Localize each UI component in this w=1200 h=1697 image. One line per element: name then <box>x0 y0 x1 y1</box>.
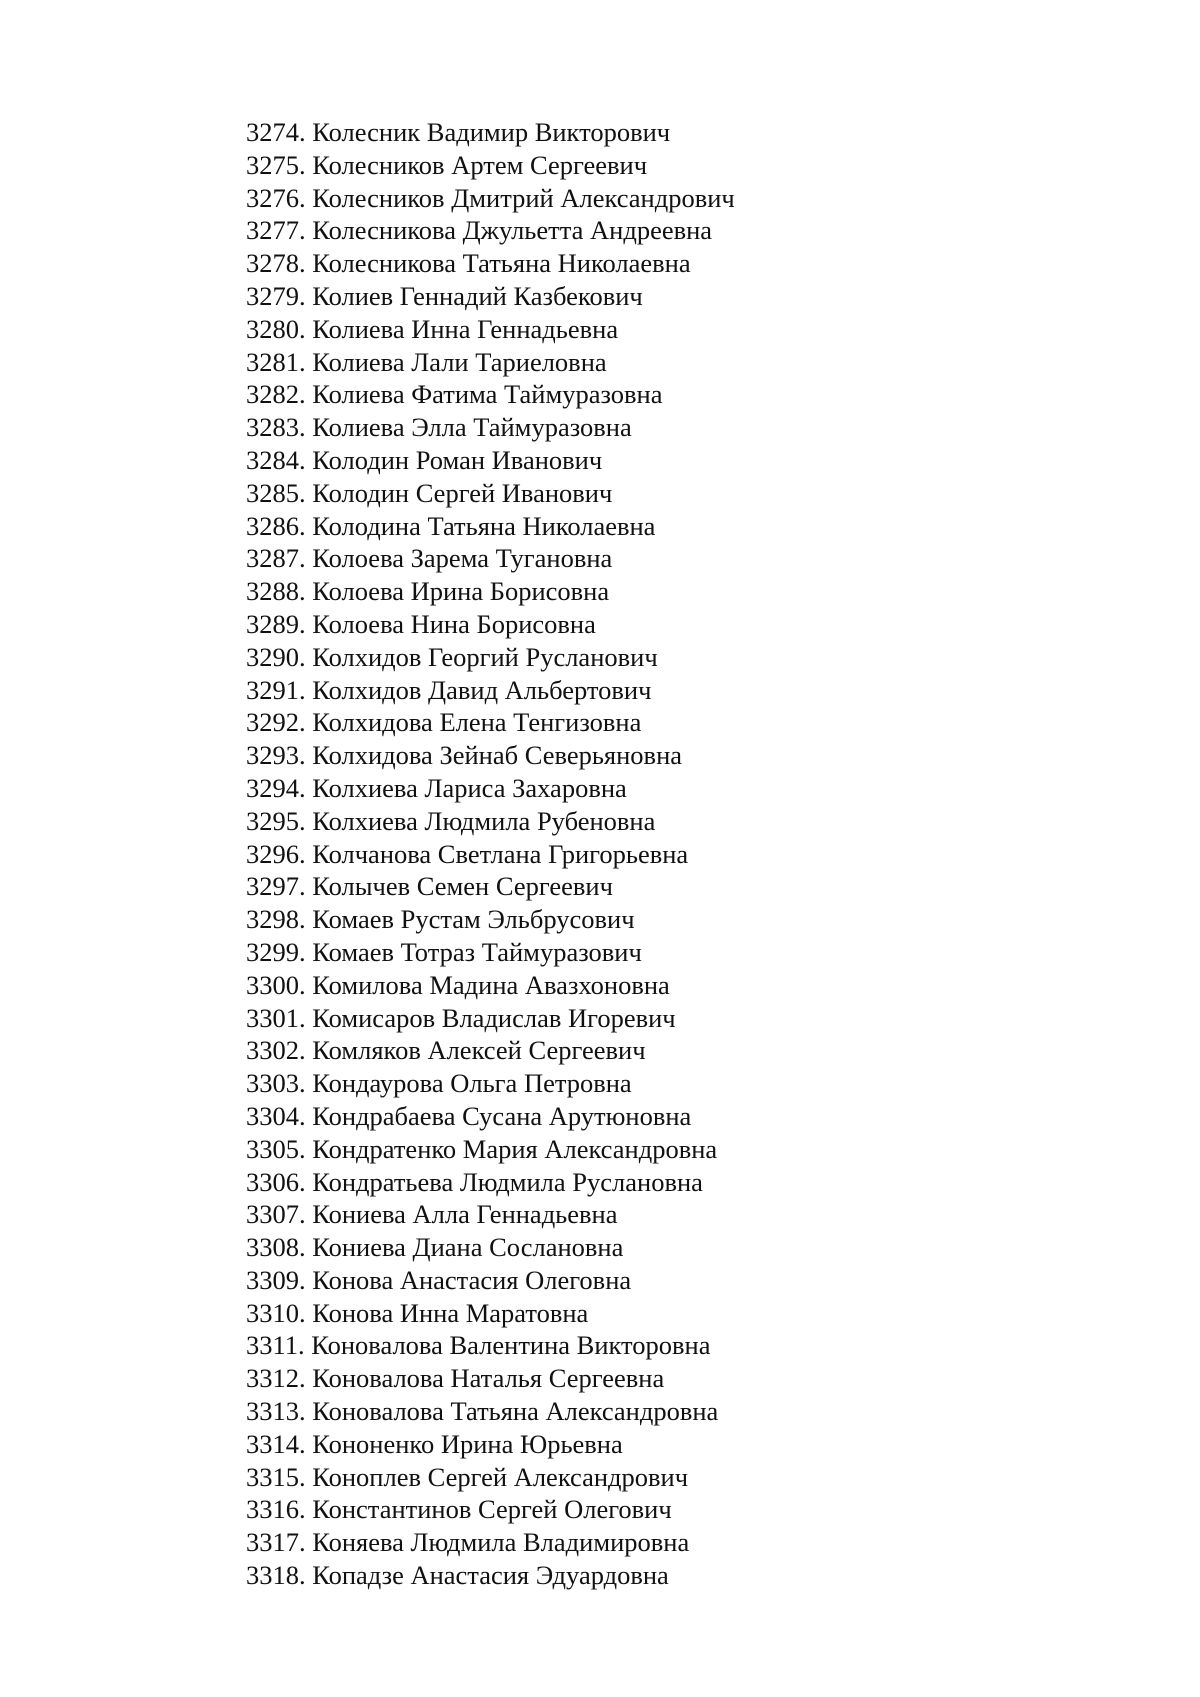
list-item: 3297. Колычев Семен Сергеевич <box>246 871 613 902</box>
list-item: 3307. Кониева Алла Геннадьевна <box>246 1199 618 1230</box>
list-item: 3296. Колчанова Светлана Григорьевна <box>246 838 689 869</box>
list-item: 3279. Колиев Геннадий Казбекович <box>246 280 643 311</box>
list-item: 3310. Конова Инна Маратовна <box>246 1297 589 1328</box>
list-item: 3308. Кониева Диана Сослановна <box>246 1232 624 1263</box>
list-item: 3305. Кондратенко Мария Александровна <box>246 1133 718 1164</box>
list-item: 3302. Комляков Алексей Сергеевич <box>246 1035 646 1066</box>
list-item: 3281. Колиева Лали Тариеловна <box>246 346 607 377</box>
list-item: 3314. Кононенко Ирина Юрьевна <box>246 1428 623 1459</box>
list-item: 3291. Колхидов Давид Альбертович <box>246 674 652 705</box>
list-item: 3301. Комисаров Владислав Игоревич <box>246 1002 676 1033</box>
list-item: 3282. Колиева Фатима Таймуразовна <box>246 379 663 410</box>
list-item: 3284. Колодин Роман Иванович <box>246 444 603 475</box>
list-item: 3303. Кондаурова Ольга Петровна <box>246 1068 632 1099</box>
list-item: 3294. Колхиева Лариса Захаровна <box>246 772 627 803</box>
list-item: 3299. Комаев Тотраз Таймуразович <box>246 936 642 967</box>
list-item: 3288. Колоева Ирина Борисовна <box>246 576 610 607</box>
list-item: 3290. Колхидов Георгий Русланович <box>246 641 658 672</box>
list-item: 3315. Коноплев Сергей Александрович <box>246 1461 689 1492</box>
list-item: 3317. Коняева Людмила Владимировна <box>246 1527 690 1558</box>
list-item: 3309. Конова Анастасия Олеговна <box>246 1264 632 1295</box>
list-item: 3275. Колесников Артем Сергеевич <box>246 149 648 180</box>
list-item: 3286. Колодина Татьяна Николаевна <box>246 510 656 541</box>
list-item: 3318. Копадзе Анастасия Эдуардовна <box>246 1560 669 1591</box>
list-item: 3292. Колхидова Елена Тенгизовна <box>246 707 642 738</box>
list-item: 3312. Коновалова Наталья Сергеевна <box>246 1363 665 1394</box>
list-item: 3278. Колесникова Татьяна Николаевна <box>246 248 691 279</box>
list-item: 3280. Колиева Инна Геннадьевна <box>246 313 619 344</box>
list-item: 3311. Коновалова Валентина Викторовна <box>246 1330 711 1361</box>
list-item: 3316. Константинов Сергей Олегович <box>246 1494 672 1525</box>
list-item: 3293. Колхидова Зейнаб Северьяновна <box>246 740 683 771</box>
list-item: 3276. Колесников Дмитрий Александрович <box>246 182 735 213</box>
list-item: 3295. Колхиева Людмила Рубеновна <box>246 805 656 836</box>
list-item: 3289. Колоева Нина Борисовна <box>246 608 596 639</box>
list-item: 3287. Колоева Зарема Тугановна <box>246 543 613 574</box>
list-item: 3300. Комилова Мадина Авазхоновна <box>246 969 670 1000</box>
list-item: 3285. Колодин Сергей Иванович <box>246 477 613 508</box>
list-item: 3298. Комаев Рустам Эльбрусович <box>246 904 635 935</box>
list-item: 3283. Колиева Элла Таймуразовна <box>246 412 632 443</box>
name-list <box>246 116 735 1592</box>
list-item: 3277. Колесникова Джульетта Андреевна <box>246 215 713 246</box>
list-item: 3313. Коновалова Татьяна Александровна <box>246 1396 719 1427</box>
list-item: 3306. Кондратьева Людмила Руслановна <box>246 1166 703 1197</box>
list-item: 3304. Кондрабаева Сусана Арутюновна <box>246 1100 692 1131</box>
list-item: 3274. Колесник Вадимир Викторович <box>246 117 671 147</box>
